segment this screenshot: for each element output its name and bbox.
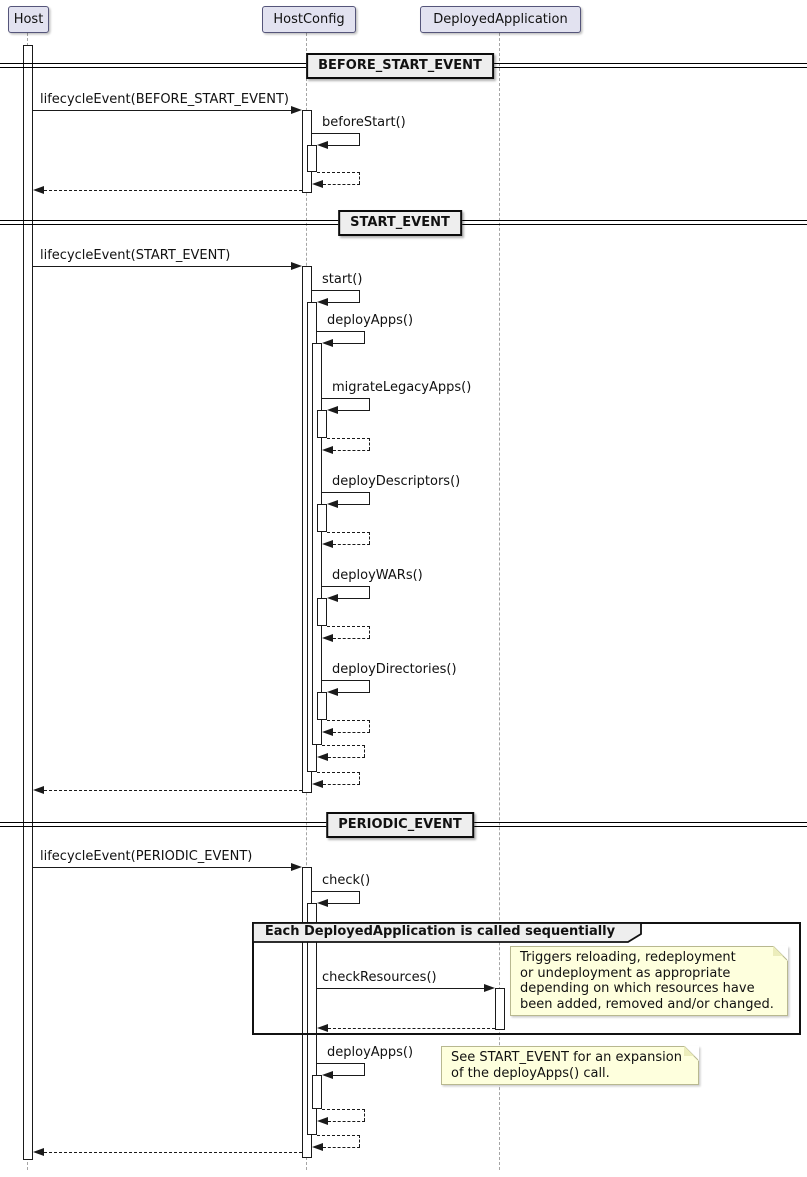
message-deployapps-line (333, 343, 365, 344)
message-lifecycle-start-line (33, 266, 291, 267)
note-check-resources (510, 946, 788, 1016)
participant-host-label: Host (13, 12, 44, 27)
message-lifecycle-before-start-line (33, 110, 291, 111)
return-deploywars-arrow (322, 634, 333, 642)
return-start-line (323, 784, 360, 785)
participant-hostconfig (262, 6, 356, 33)
message-check-arrow (317, 899, 328, 907)
message-deploydescriptors-label: deployDescriptors() (332, 474, 461, 489)
activation-hostconfig-deploydescriptors (317, 504, 327, 532)
divider-periodic-event (326, 812, 474, 838)
return-to-host-2-arrow (33, 786, 44, 794)
message-deployapps-line (317, 331, 365, 332)
message-deploydirectories-label: deployDirectories() (332, 662, 457, 677)
return-deploywars-line (327, 626, 370, 627)
return-deployapps-periodic-arrow (317, 1117, 328, 1125)
message-lifecycle-before-start-arrow (291, 106, 302, 114)
return-deployapps-periodic-line (364, 1109, 365, 1121)
activation-hostconfig-deploywars (317, 598, 327, 626)
return-beforestart-line (317, 172, 360, 173)
message-deploydirectories-line (369, 680, 370, 692)
message-beforestart-line (312, 133, 360, 134)
return-deployapps-arrow (317, 753, 328, 761)
return-deployapps-line (364, 745, 365, 757)
note-deployapps-line: See START_EVENT for an expansion (451, 1050, 682, 1065)
return-beforestart-line (323, 184, 360, 185)
divider-before-start-event-label: BEFORE_START_EVENT (318, 58, 482, 73)
return-deployapps-line (322, 745, 365, 746)
message-deploywars-line (369, 586, 370, 598)
return-start-line (317, 772, 360, 773)
return-start-arrow (312, 780, 323, 788)
return-to-host-1-line (44, 190, 302, 191)
note-check-resources-line: depending on which resources have (520, 981, 755, 996)
return-checkresources-arrow (317, 1024, 328, 1032)
message-deploydirectories-arrow (327, 688, 338, 696)
participant-deployedapplication (420, 6, 581, 33)
message-checkresources-label: checkResources() (322, 970, 437, 985)
divider-before-start-event (306, 53, 494, 79)
return-check-line (359, 1135, 360, 1147)
return-migratelegacyapps-line (369, 438, 370, 450)
message-deploywars-line (322, 586, 370, 587)
return-deploywars-line (369, 626, 370, 638)
note-fold-icon (684, 1046, 699, 1061)
message-migratelegacyapps-line (338, 410, 370, 411)
message-start-arrow (317, 298, 328, 306)
message-deployapps-periodic-line (317, 1063, 365, 1064)
message-beforestart-line (328, 145, 360, 146)
message-checkresources-line (317, 988, 484, 989)
message-start-line (312, 290, 360, 291)
divider-start-event (338, 210, 462, 236)
return-deploydirectories-line (327, 720, 370, 721)
participant-host (8, 6, 49, 33)
return-deploydescriptors-line (327, 532, 370, 533)
message-deployapps-arrow (322, 339, 333, 347)
return-deployapps-line (328, 757, 365, 758)
message-deployapps-line (364, 331, 365, 343)
return-deploydescriptors-line (369, 532, 370, 544)
message-deploywars-arrow (327, 594, 338, 602)
message-deployapps-periodic-line (333, 1075, 365, 1076)
return-to-host-3-arrow (33, 1148, 44, 1156)
message-check-line (312, 891, 360, 892)
note-deployapps (441, 1046, 699, 1085)
message-deploydirectories-line (322, 680, 370, 681)
message-check-line (359, 891, 360, 903)
message-lifecycle-periodic-label: lifecycleEvent(PERIODIC_EVENT) (40, 849, 253, 864)
return-to-host-1-arrow (33, 186, 44, 194)
message-start-label: start() (322, 272, 363, 287)
message-lifecycle-start-label: lifecycleEvent(START_EVENT) (40, 248, 231, 263)
return-deployapps-periodic-line (322, 1109, 365, 1110)
group-fragment-label: Each DeployedApplication is called sequentially (264, 924, 616, 939)
message-deploywars-line (338, 598, 370, 599)
message-migratelegacyapps-label: migrateLegacyApps() (332, 380, 472, 395)
return-migratelegacyapps-arrow (322, 446, 333, 454)
message-beforestart-arrow (317, 141, 328, 149)
return-beforestart-line (359, 172, 360, 184)
message-deploydescriptors-line (369, 492, 370, 504)
activation-host (23, 45, 33, 1160)
activation-hostconfig-deployapps-call (312, 343, 322, 745)
return-migratelegacyapps-line (333, 450, 370, 451)
return-deployapps-periodic-line (328, 1121, 365, 1122)
return-check-line (317, 1135, 360, 1136)
message-deploywars-label: deployWARs() (332, 568, 423, 583)
message-deploydirectories-line (338, 692, 370, 693)
return-check-line (323, 1147, 360, 1148)
message-migratelegacyapps-line (322, 398, 370, 399)
message-deployapps-periodic-line (364, 1063, 365, 1075)
note-check-resources-line: or undeployment as appropriate (520, 965, 731, 981)
message-deployapps-periodic-arrow (322, 1071, 333, 1079)
return-deploydirectories-line (369, 720, 370, 732)
message-beforestart-line (359, 133, 360, 145)
return-to-host-2-line (44, 790, 302, 791)
return-start-line (359, 772, 360, 784)
return-beforestart-arrow (312, 180, 323, 188)
message-migratelegacyapps-arrow (327, 406, 338, 414)
message-deployapps-label: deployApps() (327, 313, 414, 328)
note-fold-icon (773, 946, 788, 961)
return-checkresources-line (328, 1028, 495, 1029)
message-deployapps-periodic-label: deployApps() (327, 1045, 414, 1060)
return-deploydirectories-arrow (322, 728, 333, 736)
return-migratelegacyapps-line (327, 438, 370, 439)
message-migratelegacyapps-line (369, 398, 370, 410)
message-lifecycle-periodic-arrow (291, 863, 302, 871)
note-deployapps-line: of the deployApps() call. (451, 1065, 610, 1081)
return-deploydirectories-line (333, 732, 370, 733)
participant-hostconfig-label: HostConfig (273, 12, 345, 27)
message-check-line (328, 903, 360, 904)
message-deploydescriptors-line (322, 492, 370, 493)
message-start-line (328, 302, 360, 303)
message-deploydescriptors-line (338, 504, 370, 505)
note-check-resources-line: been added, removed and/or changed. (520, 996, 774, 1012)
activation-hostconfig-beforestart-call (307, 145, 317, 172)
message-lifecycle-periodic-line (33, 867, 291, 868)
activation-hostconfig-deploydirectories (317, 692, 327, 720)
activation-hostconfig-deployapps-periodic (312, 1075, 322, 1109)
activation-hostconfig-migratelegacyapps (317, 410, 327, 438)
message-checkresources-arrow (484, 984, 495, 992)
divider-start-event-label: START_EVENT (350, 215, 450, 230)
participant-deployedapplication-label: DeployedApplication (433, 12, 568, 27)
return-deploydescriptors-arrow (322, 540, 333, 548)
message-lifecycle-start-arrow (291, 262, 302, 270)
note-check-resources-line: Triggers reloading, redeployment (520, 950, 736, 965)
return-deploywars-line (333, 638, 370, 639)
message-check-label: check() (322, 873, 371, 888)
return-to-host-3-line (44, 1152, 302, 1153)
message-lifecycle-before-start-label: lifecycleEvent(BEFORE_START_EVENT) (40, 92, 289, 107)
return-check-arrow (312, 1143, 323, 1151)
return-deploydescriptors-line (333, 544, 370, 545)
message-beforestart-label: beforeStart() (322, 115, 406, 130)
message-start-line (359, 290, 360, 302)
divider-periodic-event-label: PERIODIC_EVENT (338, 817, 462, 832)
message-deploydescriptors-arrow (327, 500, 338, 508)
